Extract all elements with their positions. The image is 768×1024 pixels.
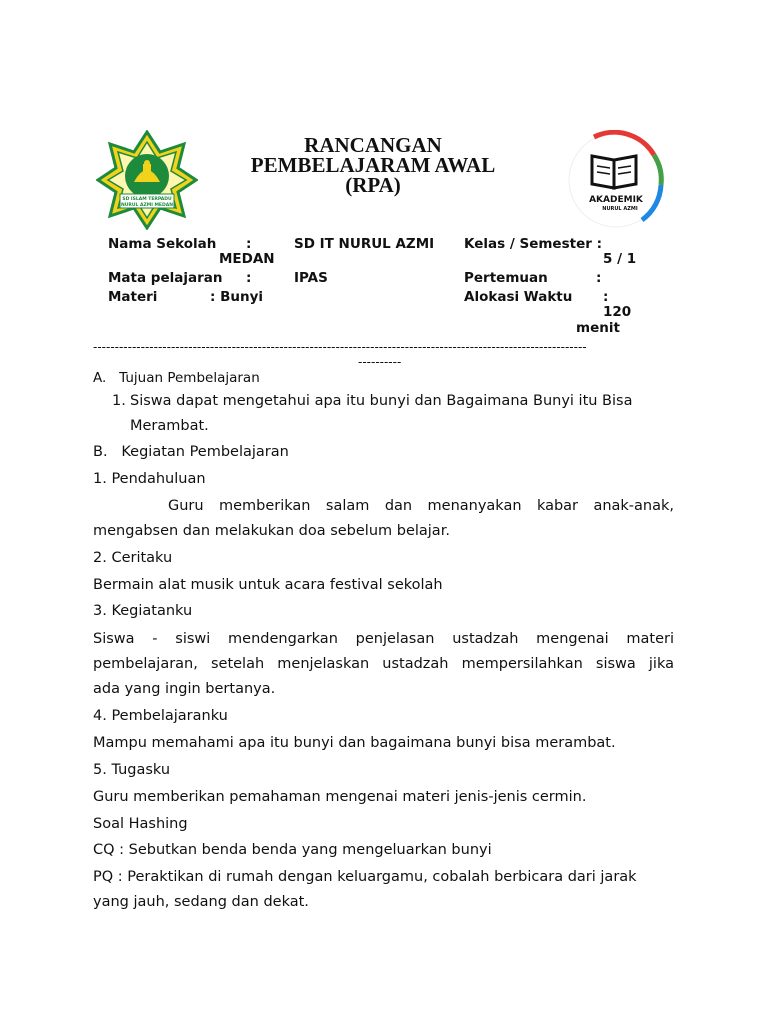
objective-number: 1.	[112, 393, 126, 409]
time-allocation-value: 120	[603, 304, 632, 320]
step-2-para: Bermain alat musik untuk acara festival sekolah	[93, 577, 443, 593]
academic-logo	[564, 130, 672, 230]
school-label: Nama Sekolah	[108, 236, 217, 252]
title-line-1: RANCANGAN	[304, 133, 442, 157]
class-semester-label: Kelas / Semester :	[464, 236, 602, 252]
step-1-para-line-2: mengabsen dan melakukan doa sebelum belajar.	[93, 523, 450, 539]
subject-colon: :	[246, 270, 252, 286]
academic-emblem-icon	[564, 130, 672, 230]
step-1-heading: 1. Pendahuluan	[93, 471, 206, 487]
step-5-heading: 5. Tugasku	[93, 762, 171, 778]
step-2-heading: 2. Ceritaku	[93, 550, 173, 566]
objective-line-1: Siswa dapat mengetahui apa itu bunyi dan Bagaimana Bunyi itu Bisa	[130, 393, 633, 409]
time-allocation-colon: :	[603, 289, 609, 305]
pq-question-line-2: yang jauh, sedang dan dekat.	[93, 894, 309, 910]
step-4-para: Mampu memahami apa itu bunyi dan bagaimana bunyi bisa merambat.	[93, 735, 616, 751]
document-title	[200, 135, 546, 195]
time-allocation-unit: menit	[576, 320, 620, 336]
soal-heading: Soal Hashing	[93, 816, 188, 832]
subject-value: IPAS	[294, 270, 328, 286]
school-value: SD IT NURUL AZMI	[294, 236, 435, 252]
objective-line-2: Merambat.	[130, 418, 209, 434]
section-a-heading: A. Tujuan Pembelajaran	[93, 370, 260, 386]
step-4-heading: 4. Pembelajaranku	[93, 708, 228, 724]
title-line-3: (RPA)	[345, 173, 401, 197]
right-logo-text-1: AKADEMIK	[589, 195, 643, 205]
right-logo-text-2: NURUL AZMI	[602, 206, 638, 212]
pq-question-line-1: PQ : Peraktikan di rumah dengan keluargamu, cobalah berbicara dari jarak	[93, 869, 637, 885]
cq-question: CQ : Sebutkan benda benda yang mengeluarkan bunyi	[93, 842, 492, 858]
material-value: : Bunyi	[210, 289, 264, 305]
school-emblem-icon	[96, 130, 198, 230]
step-3-para-line-1: Siswa - siswi mendengarkan penjelasan ustadzah mengenai materi	[93, 631, 674, 647]
separator-line: ------------------------------------------------------------------------------------------------------------------	[93, 340, 587, 354]
class-semester-value: 5 / 1	[603, 251, 637, 267]
left-logo-text-2: NURUL AZMI MEDAN	[121, 203, 173, 208]
step-3-para-line-2: pembelajaran, setelah menjelaskan ustadzah mempersilahkan siswa jika	[93, 656, 674, 672]
time-allocation-label: Alokasi Waktu	[464, 289, 573, 305]
school-value-city: MEDAN	[219, 251, 275, 267]
material-label: Materi	[108, 289, 158, 305]
subject-label: Mata pelajaran	[108, 270, 223, 286]
step-5-para: Guru memberikan pemahaman mengenai materi jenis-jenis cermin.	[93, 789, 587, 805]
step-1-para-line-1: Guru memberikan salam dan menanyakan kabar anak-anak,	[168, 498, 674, 514]
school-logo	[96, 130, 198, 230]
step-3-para-line-3: ada yang ingin bertanya.	[93, 681, 276, 697]
step-3-heading: 3. Kegiatanku	[93, 603, 193, 619]
meeting-label: Pertemuan	[464, 270, 548, 286]
section-b-heading: B. Kegiatan Pembelajaran	[93, 444, 289, 460]
left-logo-text-1: SD ISLAM TERPADU	[122, 197, 172, 202]
separator-line-end: ----------	[358, 355, 402, 369]
title-line-2: PEMBELAJARAM AWAL	[250, 153, 496, 177]
meeting-colon: :	[596, 270, 602, 286]
school-colon: :	[246, 236, 252, 252]
